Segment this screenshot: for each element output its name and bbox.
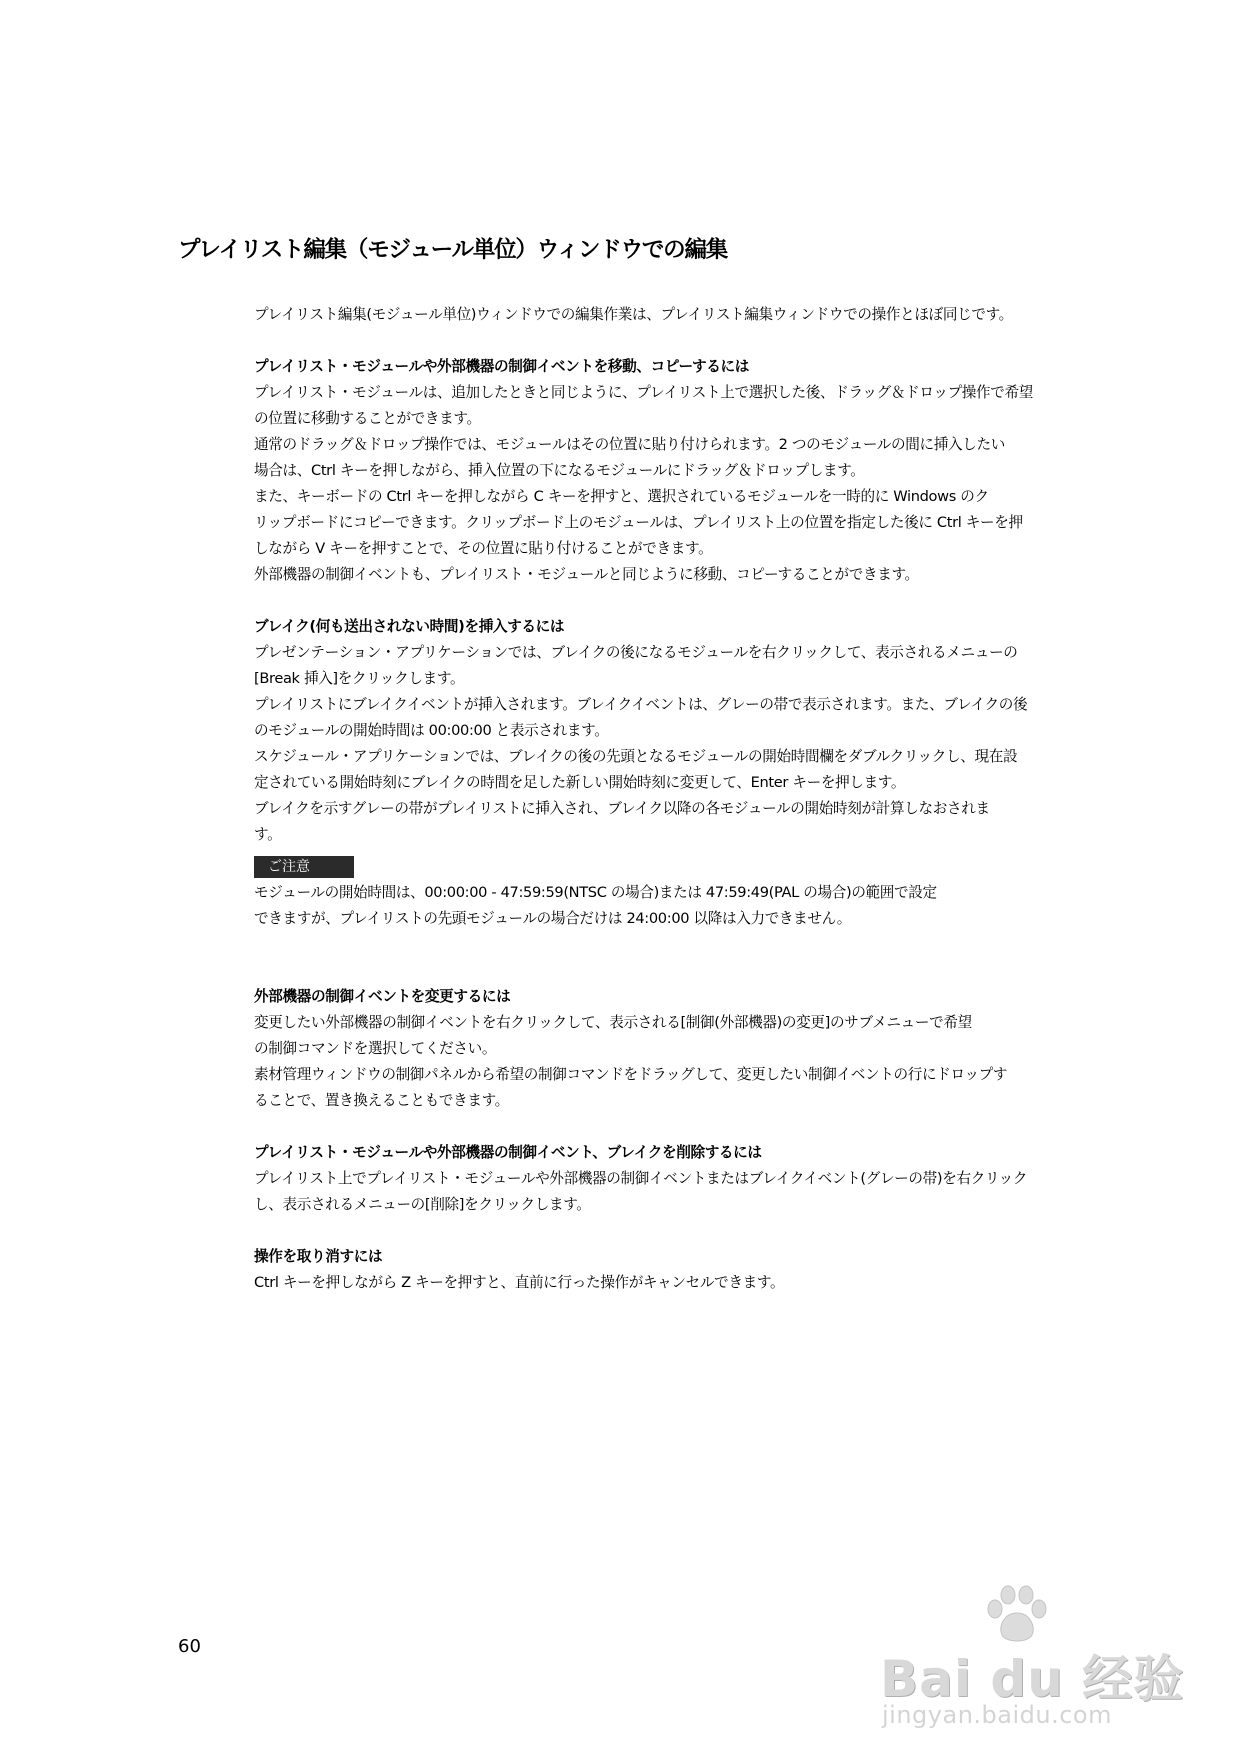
page-title: プレイリスト編集（モジュール単位）ウィンドウでの編集: [178, 237, 728, 263]
body-line: のモジュールの開始時間は 00:00:00 と表示されます。: [254, 722, 609, 739]
note-line: モジュールの開始時間は、00:00:00 - 47:59:59(NTSC の場合)または 47:59:49(PAL の場合)の範囲で設定: [254, 884, 937, 901]
document-body: [254, 302, 1084, 1296]
body-line: し、表示されるメニューの[削除]をクリックします。: [254, 1196, 591, 1213]
body-line: スケジュール・アプリケーションでは、ブレイクの後の先頭となるモジュールの開始時間欄をダブルクリックし、現在設: [254, 748, 1018, 765]
body-line: ブレイクを示すグレーの帯がプレイリストに挿入され、ブレイク以降の各モジュールの開始時刻が計算しなおされま: [254, 800, 990, 817]
intro-paragraph: プレイリスト編集(モジュール単位)ウィンドウでの編集作業は、プレイリスト編集ウィンドウでの操作とほぼ同じです。: [254, 306, 1013, 323]
body-line: また、キーボードの Ctrl キーを押しながら C キーを押すと、選択されているモジュールを一時的に Windows のク: [254, 488, 989, 505]
note-badge: ご注意: [254, 856, 354, 878]
section-change-control-event: [254, 984, 1084, 1114]
body-line: す。: [254, 826, 282, 843]
section-heading: プレイリスト・モジュールや外部機器の制御イベントを移動、コピーするには: [254, 358, 750, 375]
section-insert-break: [254, 614, 1084, 932]
section-heading: 操作を取り消すには: [254, 1248, 383, 1265]
body-line: の位置に移動することができます。: [254, 410, 481, 427]
body-line: 場合は、Ctrl キーを押しながら、挿入位置の下になるモジュールにドラッグ＆ドロップします。: [254, 462, 865, 479]
page-number: 60: [178, 1636, 201, 1657]
note-line: できますが、プレイリストの先頭モジュールの場合だけは 24:00:00 以降は入力できません。: [254, 910, 852, 927]
section-undo: [254, 1244, 1084, 1296]
paw-icon: [982, 1583, 1052, 1645]
body-line: の制御コマンドを選択してください。: [254, 1040, 497, 1057]
watermark-brand: Bai du 经验: [880, 1650, 1185, 1708]
body-line: 素材管理ウィンドウの制御パネルから希望の制御コマンドをドラッグして、変更したい制御イベントの行にドロップす: [254, 1066, 1008, 1083]
baidu-watermark: [880, 1583, 1200, 1733]
body-line: ることで、置き換えることもできます。: [254, 1092, 509, 1109]
watermark-url: jingyan.baidu.com: [882, 1701, 1112, 1729]
body-line: プレイリスト上でプレイリスト・モジュールや外部機器の制御イベントまたはブレイクイベント(グレーの帯)を右クリック: [254, 1170, 1028, 1187]
body-line: Ctrl キーを押しながら Z キーを押すと、直前に行った操作がキャンセルできます。: [254, 1274, 785, 1291]
body-line: しながら V キーを押すことで、その位置に貼り付けることができます。: [254, 540, 713, 557]
body-line: プレイリストにブレイクイベントが挿入されます。ブレイクイベントは、グレーの帯で表示されます。また、ブレイクの後: [254, 696, 1028, 713]
section-heading: ブレイク(何も送出されない時間)を挿入するには: [254, 618, 565, 635]
body-line: 外部機器の制御イベントも、プレイリスト・モジュールと同じように移動、コピーすることができます。: [254, 566, 919, 583]
body-line: プレイリスト・モジュールは、追加したときと同じように、プレイリスト上で選択した後、ドラッグ＆ドロップ操作で希望: [254, 384, 1034, 401]
section-heading: 外部機器の制御イベントを変更するには: [254, 988, 511, 1005]
body-line: 変更したい外部機器の制御イベントを右クリックして、表示される[制御(外部機器)の変更]のサブメニューで希望: [254, 1014, 972, 1031]
section-move-copy: [254, 354, 1084, 588]
body-line: 通常のドラッグ＆ドロップ操作では、モジュールはその位置に貼り付けられます。2 つのモジュールの間に挿入したい: [254, 436, 1005, 453]
section-delete: [254, 1140, 1084, 1218]
section-heading: プレイリスト・モジュールや外部機器の制御イベント、ブレイクを削除するには: [254, 1144, 762, 1161]
body-line: 定されている開始時刻にブレイクの時間を足した新しい開始時刻に変更して、Enter キーを押します。: [254, 774, 906, 791]
body-line: プレゼンテーション・アプリケーションでは、ブレイクの後になるモジュールを右クリックして、表示されるメニューの: [254, 644, 1018, 661]
body-line: [Break 挿入]をクリックします。: [254, 670, 465, 687]
body-line: リップボードにコピーできます。クリップボード上のモジュールは、プレイリスト上の位置を指定した後に Ctrl キーを押: [254, 514, 1023, 531]
